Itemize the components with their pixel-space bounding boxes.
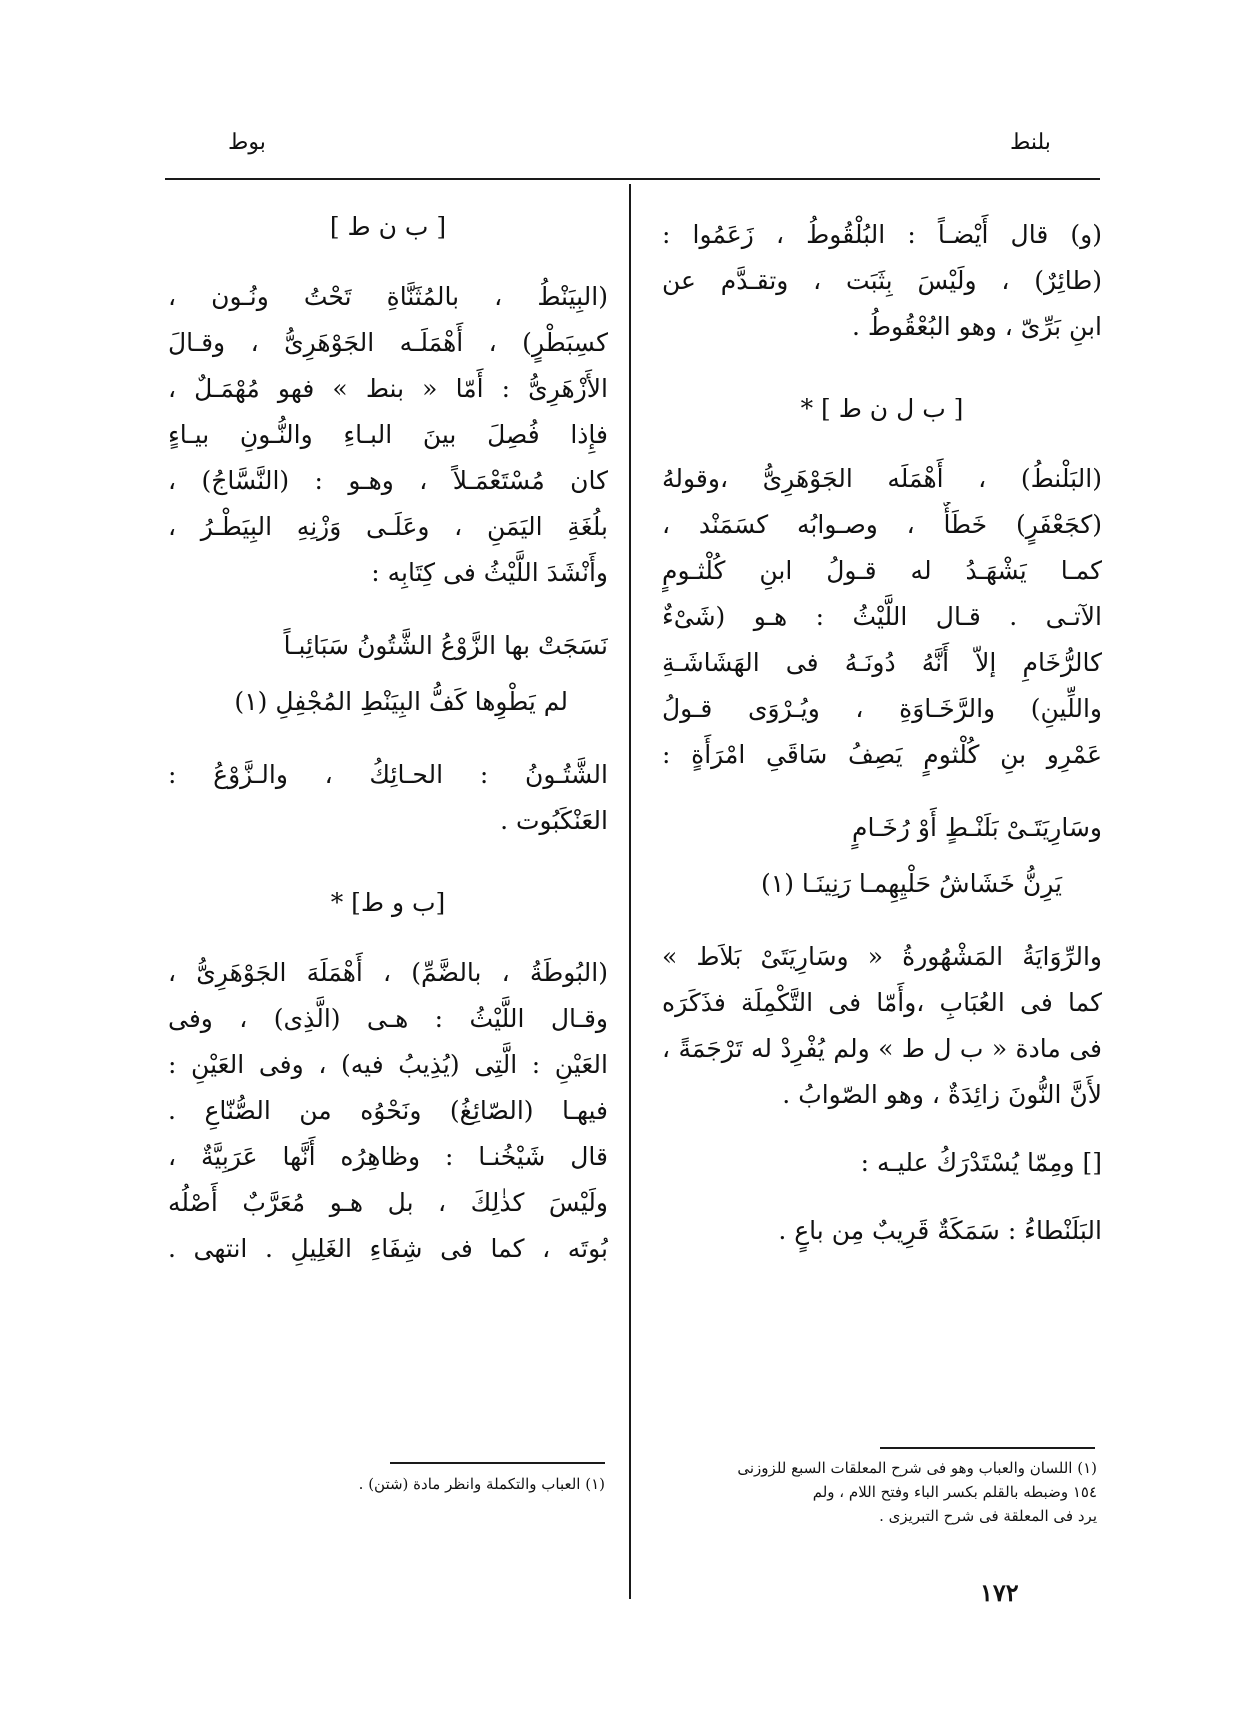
text-line: ابنِ بَرِّىّ ، وهو البُعْقُوطُ .	[851, 312, 1102, 341]
entry-heading-blnt: [ ب ل ن ط ] *	[800, 394, 964, 423]
verse-line: وسَارِيَتَـىْ بَلَنْـطٍ أَوْ رُخَـامٍ	[851, 813, 1102, 842]
footnote-line: (١) العباب والتكملة وانظر مادة (شتن) .	[358, 1475, 605, 1493]
page-number: ١٧٢	[980, 1578, 1019, 1607]
footnote-line: يرد فى المعلقة فى شرح التبريزى .	[879, 1507, 1097, 1525]
right-column	[662, 212, 1102, 1254]
text-line: الآتـى . قـال اللَّيْثُ : هـو (شَىْءٌ	[662, 602, 1102, 631]
text-line: قال شَيْخُنـا : وظاهِرُه أَنَّها عَرَبِيَّةٌ ،	[168, 1142, 608, 1171]
text-line: عَمْرِو بنِ كُلْثومٍ يَصِفُ سَاقَىِ امْرَأَةٍ :	[662, 740, 1102, 769]
text-line: وأَنْشَدَ اللَّيْثُ فى كِتَابِه :	[371, 558, 608, 587]
text-line: الأَزْهَرِىُّ : أَمّا « بنط » فهو مُهْمَـلٌ ،	[168, 374, 608, 403]
text-line: العَيْنِ : الَّتِى (يُذِيبُ فيه) ، وفى العَيْنِ :	[168, 1050, 608, 1079]
header-entry-left: بوط	[228, 130, 266, 155]
footnote-rule-right	[880, 1447, 1095, 1449]
text-line: فإِذا فُصِلَ بينَ البـاءِ والنُّـونِ بيـاءٍ	[168, 420, 608, 449]
verse-line: نَسَجَتْ بها الزَّوْعُ الشَّتُونُ سَبَائِبـاً	[283, 631, 608, 660]
entry-heading-bwt: [ب و ط] *	[330, 888, 446, 917]
text-line: بُوتَه ، كما فى شِفَاءِ الغَلِيلِ . انتهى .	[168, 1234, 608, 1263]
text-line: ولَيْسَ كذٰلِكَ ، بل هـو مُعَرَّبٌ أَصْلُه	[168, 1188, 608, 1217]
text-line: لأَنَّ النُّونَ زائِدَةٌ ، وهو الصّوابُ .	[782, 1080, 1102, 1109]
text-line: كمـا يَشْهَـدُ له قـولُ ابنِ كُلْثـومٍ	[662, 556, 1102, 585]
left-column	[168, 202, 608, 1272]
text-line: بلُغَةِ اليَمَنِ ، وعَلَـى وَزْنِهِ البِيَطْـرُ ،	[168, 512, 608, 541]
header-entry-right: بلنط	[1010, 130, 1051, 155]
text-line: (البُوطَةُ ، بالضَّمِّ) ، أَهْمَلَهَ الجَوْهَرِىُّ ،	[168, 958, 608, 987]
text-line: فيهـا (الصّائِغُ) ونَحْوُه من الصُّنّاعِ .	[168, 1096, 608, 1125]
text-line: البَلَنْطاءُ : سَمَكَةٌ قَرِيبٌ مِن باعٍ .	[778, 1216, 1102, 1245]
header-rule	[165, 178, 1100, 180]
footnote-line: ١٥٤ وضبطه بالقلم بكسر الباء وفتح اللام ، ولم	[812, 1483, 1097, 1501]
footnote-rule-left	[390, 1462, 605, 1464]
text-line: (كجَعْفَرٍ) خَطَأٌ ، وصـوابُه كسَمَنْد ،	[662, 510, 1102, 539]
verse-line: لم يَطْوِها كَفُّ البِيَنْطِ المُجْفِلِ (١)	[234, 687, 568, 716]
text-line: واللِّينِ) والرَّخَـاوَةِ ، ويُـرْوَى قـولُ	[662, 694, 1102, 723]
verse-line: يَرِنُّ خَشَاشُ حَلْيِهِمـا رَنِينَـا (١)	[761, 869, 1062, 898]
footnote-right	[652, 1456, 1097, 1528]
text-line: [] ومِمّا يُسْتَدْرَكُ عليـه :	[860, 1148, 1102, 1177]
text-line: (طائِرٌ) ، ولَيْسَ بِثَبَت ، وتقـدَّم عن	[662, 266, 1102, 295]
text-line: فى مادة « ب ل ط » ولم يُفْرِدْ له تَرْجَمَةً ،	[662, 1034, 1102, 1063]
text-line: كالرُّخَامِ إلاّ أَنَّهُ دُونَـهُ فى الهَشَاشَـةِ	[662, 648, 1102, 677]
text-line: والرِّوَايَةُ المَشْهُورةُ « وسَارِيَتَىْ بَلاَط »	[662, 942, 1102, 971]
text-line: كان مُسْتَعْمَـلاً ، وهـو : (النَّسَّاجُ) ،	[168, 466, 608, 495]
text-line: (و) قال أَيْضـاً : البُلْقُوطُ ، زَعَمُوا :	[662, 220, 1102, 249]
text-line: العَنْكَبُوت .	[500, 806, 608, 835]
footnote-left	[240, 1472, 605, 1496]
text-line: الشَّتُـونُ : الحـائِكُ ، والـزَّوْعُ :	[168, 760, 608, 789]
entry-heading-bnt: [ ب ن ط ]	[329, 212, 447, 241]
text-line: (البِيَنْطُ ، بالمُثَنَّاةِ تَحْتُ ونُـون ،	[168, 282, 608, 311]
column-divider	[629, 184, 631, 1599]
text-line: (البَلْنطُ) ، أَهْمَلَه الجَوْهَرِىُّ ،وقولهُ	[662, 464, 1102, 493]
text-line: وقـال اللَّيْثُ : هـى (الَّذِى) ، وفى	[168, 1004, 608, 1033]
text-line: كسِبَطْرٍ) ، أَهْمَلَـه الجَوْهَرِىُّ ، وقـالَ	[168, 328, 608, 357]
footnote-line: (١) اللسان والعباب وهو فى شرح المعلقات السبع للزوزنى	[737, 1459, 1097, 1477]
text-line: كما فى العُبَابِ ،وأَمّا فى التَّكْمِلَة فذَكَرَه	[662, 988, 1102, 1017]
